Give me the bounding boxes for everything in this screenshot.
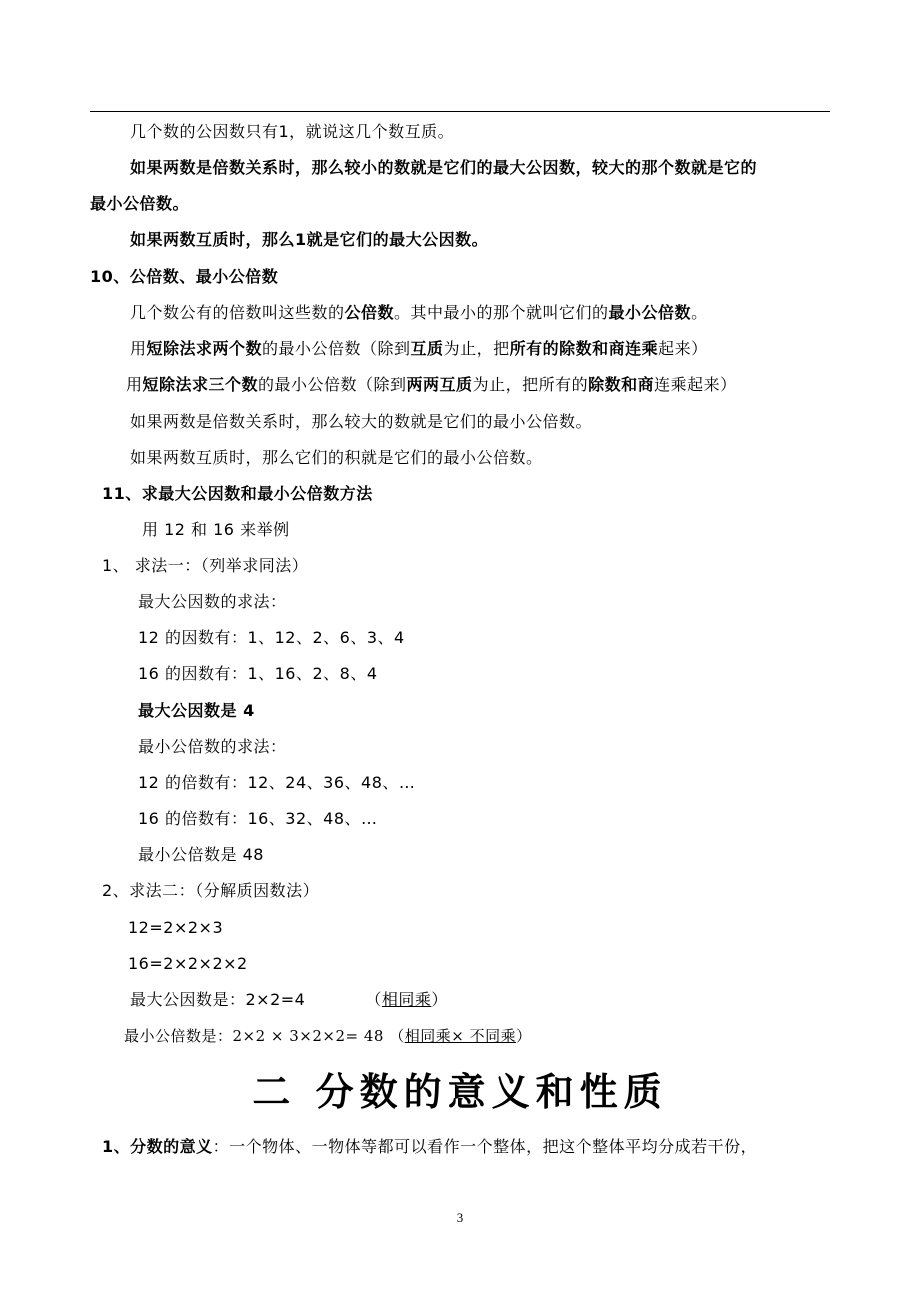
text-line: 12 的倍数有：12、24、36、48、… (138, 773, 416, 792)
header-rule (90, 111, 830, 112)
text-line: 如果两数互质时，那么它们的积就是它们的最小公倍数。 (130, 448, 543, 467)
page-number: 3 (456, 1210, 464, 1225)
text-line: 1、 求法一：（列举求同法） (102, 556, 309, 575)
text-line: 几个数的公因数只有1，就说这几个数互质。 (130, 122, 455, 141)
text-line: 16 的因数有：1、16、2、8、4 (138, 664, 378, 683)
text-line: 12=2×2×3 (128, 918, 224, 937)
text-line: 12 的因数有：1、12、2、6、3、4 (138, 628, 405, 647)
text-line: 用短除法求三个数的最小公倍数（除到两两互质为止，把所有的除数和商连乘起来） (126, 375, 737, 394)
text-line: 如果两数互质时，那么1就是它们的最大公因数。 (130, 230, 489, 249)
page-title: 二 分数的意义和性质 (252, 1069, 668, 1114)
text-line: 最大公因数是 4 (138, 701, 255, 720)
text-line: 最小公倍数是 48 (138, 845, 264, 864)
text-line: 2、求法二：（分解质因数法） (102, 881, 320, 900)
section-heading: 10、公倍数、最小公倍数 (90, 267, 279, 286)
section-heading: 11、求最大公因数和最小公倍数方法 (102, 484, 373, 503)
text-line: 最小公倍数。 (90, 194, 190, 213)
text-line: 1、分数的意义：一个物体、一物体等都可以看作一个整体，把这个整体平均分成若干份， (102, 1137, 758, 1156)
text-line: 最大公因数是：2×2=4 （相同乘） (130, 990, 448, 1009)
text-line: 最大公因数的求法： (138, 592, 287, 611)
text-line: 最小公倍数的求法： (138, 737, 287, 756)
text-line: 如果两数是倍数关系时，那么较大的数就是它们的最小公倍数。 (130, 412, 593, 431)
text-line: 用 12 和 16 来举例 (142, 520, 290, 539)
text-line: 如果两数是倍数关系时，那么较小的数就是它们的最大公因数，较大的那个数就是它的 (130, 158, 758, 177)
text-line: 16=2×2×2×2 (128, 954, 248, 973)
text-line: 用短除法求两个数的最小公倍数（除到互质为止，把所有的除数和商连乘起来） (130, 339, 708, 358)
text-line: 几个数公有的倍数叫这些数的公倍数。其中最小的那个就叫它们的最小公倍数。 (130, 303, 708, 322)
text-line: 最小公倍数是：2×2 × 3×2×2= 48 （相同乘× 不同乘） (124, 1027, 532, 1045)
text-line: 16 的倍数有：16、32、48、… (138, 809, 378, 828)
